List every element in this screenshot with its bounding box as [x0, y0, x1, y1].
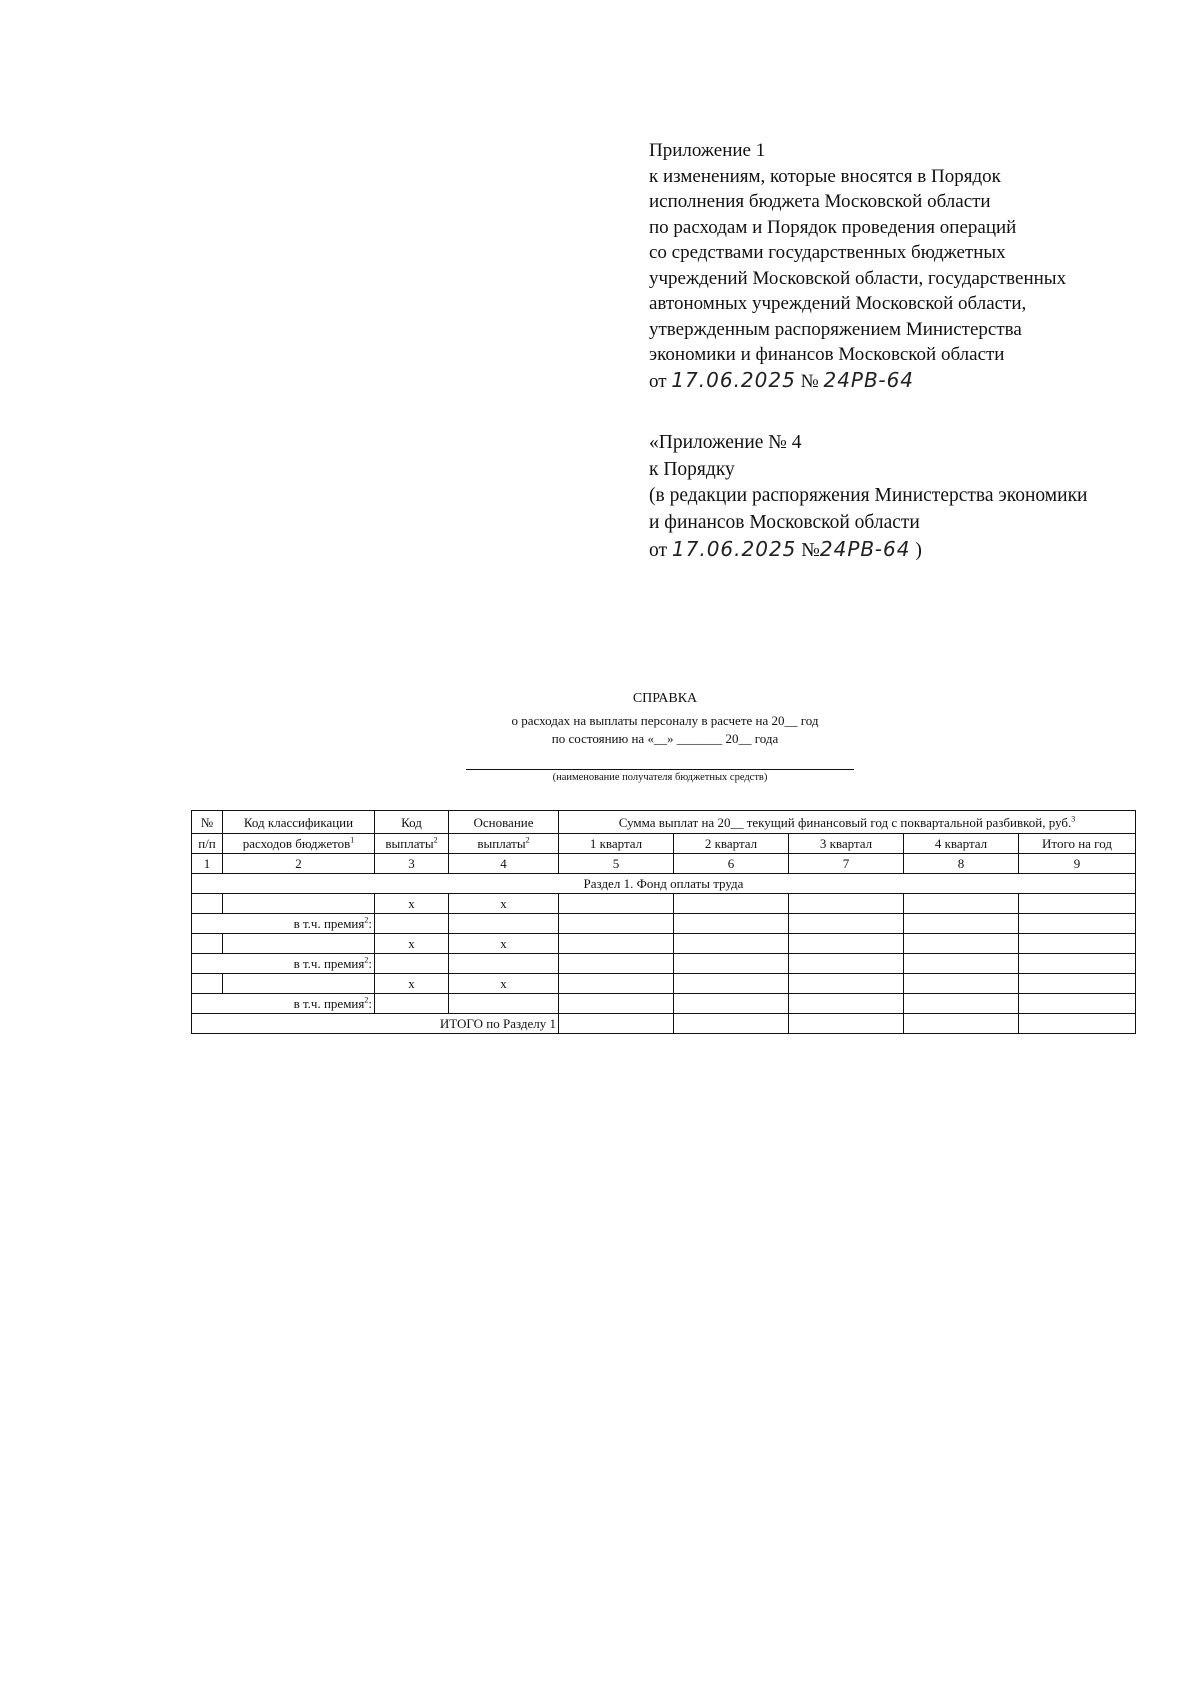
header-row-1: [192, 811, 1136, 834]
header-row-2: [192, 834, 1136, 854]
payroll-table: [191, 810, 1136, 1034]
cell-total[interactable]: [1019, 974, 1136, 994]
cell-q2[interactable]: [674, 1014, 789, 1034]
col-q3-header: 3 квартал: [789, 834, 904, 854]
appendix-line: автономных учреждений Московской области,: [649, 293, 1027, 314]
handwritten-number: 24PB-64: [823, 367, 915, 392]
bonus-row: [192, 954, 1136, 974]
column-number: 6: [674, 854, 789, 874]
cell-basis: x: [449, 934, 559, 954]
handwritten-number: 24PB-64: [819, 537, 911, 561]
cell-paycode[interactable]: [375, 994, 449, 1014]
amendment-header: [649, 430, 1169, 565]
cell-num[interactable]: [192, 974, 223, 994]
cell-q2[interactable]: [674, 914, 789, 934]
cell-total[interactable]: [1019, 914, 1136, 934]
cell-total[interactable]: [1019, 934, 1136, 954]
cell-q3[interactable]: [789, 994, 904, 1014]
date-prefix: от: [649, 540, 668, 561]
section-title-row: [192, 874, 1136, 894]
cell-q2[interactable]: [674, 954, 789, 974]
cell-q1[interactable]: [559, 914, 674, 934]
cell-q3[interactable]: [789, 894, 904, 914]
col-num-header: №: [192, 811, 223, 834]
table-row: [192, 974, 1136, 994]
recipient-underline: [466, 769, 854, 770]
col-total-header: Итого на год: [1019, 834, 1136, 854]
cell-q3[interactable]: [789, 954, 904, 974]
amendment-line: «Приложение № 4: [649, 432, 802, 453]
form-title: СПРАВКА: [632, 691, 698, 706]
cell-basis: x: [449, 974, 559, 994]
col-q1-header: 1 квартал: [559, 834, 674, 854]
column-number: 4: [449, 854, 559, 874]
amendment-line: и финансов Московской области: [649, 511, 920, 533]
cell-paycode[interactable]: [375, 914, 449, 934]
col-paycode-header: Код: [375, 811, 449, 834]
cell-paycode: x: [375, 974, 449, 994]
section-total-label: ИТОГО по Разделу 1: [192, 1014, 559, 1034]
cell-q1[interactable]: [559, 934, 674, 954]
cell-num[interactable]: [192, 894, 223, 914]
appendix-date-line: [649, 368, 1149, 395]
form-subtitle: о расходах на выплаты персоналу в расчете на 20__ год: [511, 713, 819, 728]
section-total-row: [192, 1014, 1136, 1034]
cell-q2[interactable]: [674, 974, 789, 994]
cell-paycode[interactable]: [375, 954, 449, 974]
col-num-subheader: п/п: [192, 834, 223, 854]
col-code-header: Код классификации: [223, 811, 375, 834]
amendment-date-line: [649, 536, 1169, 565]
bonus-row: [192, 914, 1136, 934]
col-q4-header: 4 квартал: [904, 834, 1019, 854]
column-number: 2: [223, 854, 375, 874]
appendix-line: к изменениям, которые вносятся в Порядок: [649, 165, 1001, 187]
cell-q4[interactable]: [904, 1014, 1019, 1034]
table-row: [192, 894, 1136, 914]
appendix-line: учреждений Московской области, государственных: [649, 267, 1067, 289]
cell-q3[interactable]: [789, 914, 904, 934]
cell-q4[interactable]: [904, 994, 1019, 1014]
cell-basis[interactable]: [449, 914, 559, 934]
cell-q4[interactable]: [904, 954, 1019, 974]
number-prefix: №: [801, 540, 820, 561]
amendment-line: к Порядку: [649, 458, 735, 480]
cell-basis: x: [449, 894, 559, 914]
cell-q1[interactable]: [559, 974, 674, 994]
cell-paycode: x: [375, 894, 449, 914]
col-paycode-subheader: выплаты$^2$: [375, 834, 449, 854]
cell-q1[interactable]: [559, 994, 674, 1014]
cell-q3[interactable]: [789, 1014, 904, 1034]
section-title: Раздел 1. Фонд оплаты труда: [192, 874, 1136, 894]
recipient-caption: (наименование получателя бюджетных средств): [552, 772, 768, 783]
appendix-line: со средствами государственных бюджетных: [649, 242, 1006, 263]
cell-q1[interactable]: [559, 894, 674, 914]
appendix-line: исполнения бюджета Московской области: [649, 191, 991, 212]
cell-q2[interactable]: [674, 934, 789, 954]
closing-paren: ): [915, 540, 922, 561]
bonus-label-cell: в т.ч. премия$^2$:: [192, 914, 375, 934]
cell-total[interactable]: [1019, 1014, 1136, 1034]
bonus-label-cell: в т.ч. премия$^2$:: [192, 994, 375, 1014]
cell-q4[interactable]: [904, 934, 1019, 954]
appendix-line: утвержденным распоряжением Министерства: [649, 318, 1022, 340]
cell-total[interactable]: [1019, 994, 1136, 1014]
cell-q3[interactable]: [789, 934, 904, 954]
appendix-line: по расходам и Порядок проведения операций: [649, 216, 1017, 238]
table-row: [192, 934, 1136, 954]
col-q2-header: 2 квартал: [674, 834, 789, 854]
cell-code[interactable]: [223, 894, 375, 914]
col-basis-header: Основание: [449, 811, 559, 834]
appendix-line: экономики и финансов Московской области: [649, 344, 1005, 365]
col-basis-subheader: выплаты$^2$: [449, 834, 559, 854]
number-prefix: №: [800, 370, 819, 392]
appendix-line: Приложение 1: [649, 140, 766, 161]
form-title-block: [340, 690, 990, 748]
handwritten-date: 17.06.2025: [671, 537, 797, 561]
cell-q1[interactable]: [559, 1014, 674, 1034]
cell-num[interactable]: [192, 934, 223, 954]
cell-q4[interactable]: [904, 894, 1019, 914]
cell-q3[interactable]: [789, 974, 904, 994]
cell-q4[interactable]: [904, 974, 1019, 994]
cell-basis[interactable]: [449, 994, 559, 1014]
cell-total[interactable]: [1019, 894, 1136, 914]
column-number: 8: [904, 854, 1019, 874]
column-number-row: [192, 854, 1136, 874]
column-number: 3: [375, 854, 449, 874]
cell-paycode: x: [375, 934, 449, 954]
cell-q2[interactable]: [674, 994, 789, 1014]
column-number: 1: [192, 854, 223, 874]
cell-q2[interactable]: [674, 894, 789, 914]
cell-q4[interactable]: [904, 914, 1019, 934]
cell-q1[interactable]: [559, 954, 674, 974]
amendment-line: (в редакции распоряжения Министерства экономики: [649, 485, 1088, 506]
cell-basis[interactable]: [449, 954, 559, 974]
col-code-subheader: расходов бюджетов$^1$: [223, 834, 375, 854]
bonus-row: [192, 994, 1136, 1014]
cell-code[interactable]: [223, 934, 375, 954]
sum-header: Сумма выплат на 20__ текущий финансовый год с поквартальной разбивкой, руб.$^3$: [559, 811, 1136, 834]
column-number: 7: [789, 854, 904, 874]
date-prefix: от: [649, 370, 667, 392]
form-date-line: по состоянию на «__» _______ 20__ года: [551, 731, 779, 746]
bonus-label-cell: в т.ч. премия$^2$:: [192, 954, 375, 974]
cell-total[interactable]: [1019, 954, 1136, 974]
column-number: 9: [1019, 854, 1136, 874]
handwritten-date: 17.06.2025: [671, 367, 796, 392]
appendix-header: [649, 138, 1149, 394]
cell-code[interactable]: [223, 974, 375, 994]
column-number: 5: [559, 854, 674, 874]
